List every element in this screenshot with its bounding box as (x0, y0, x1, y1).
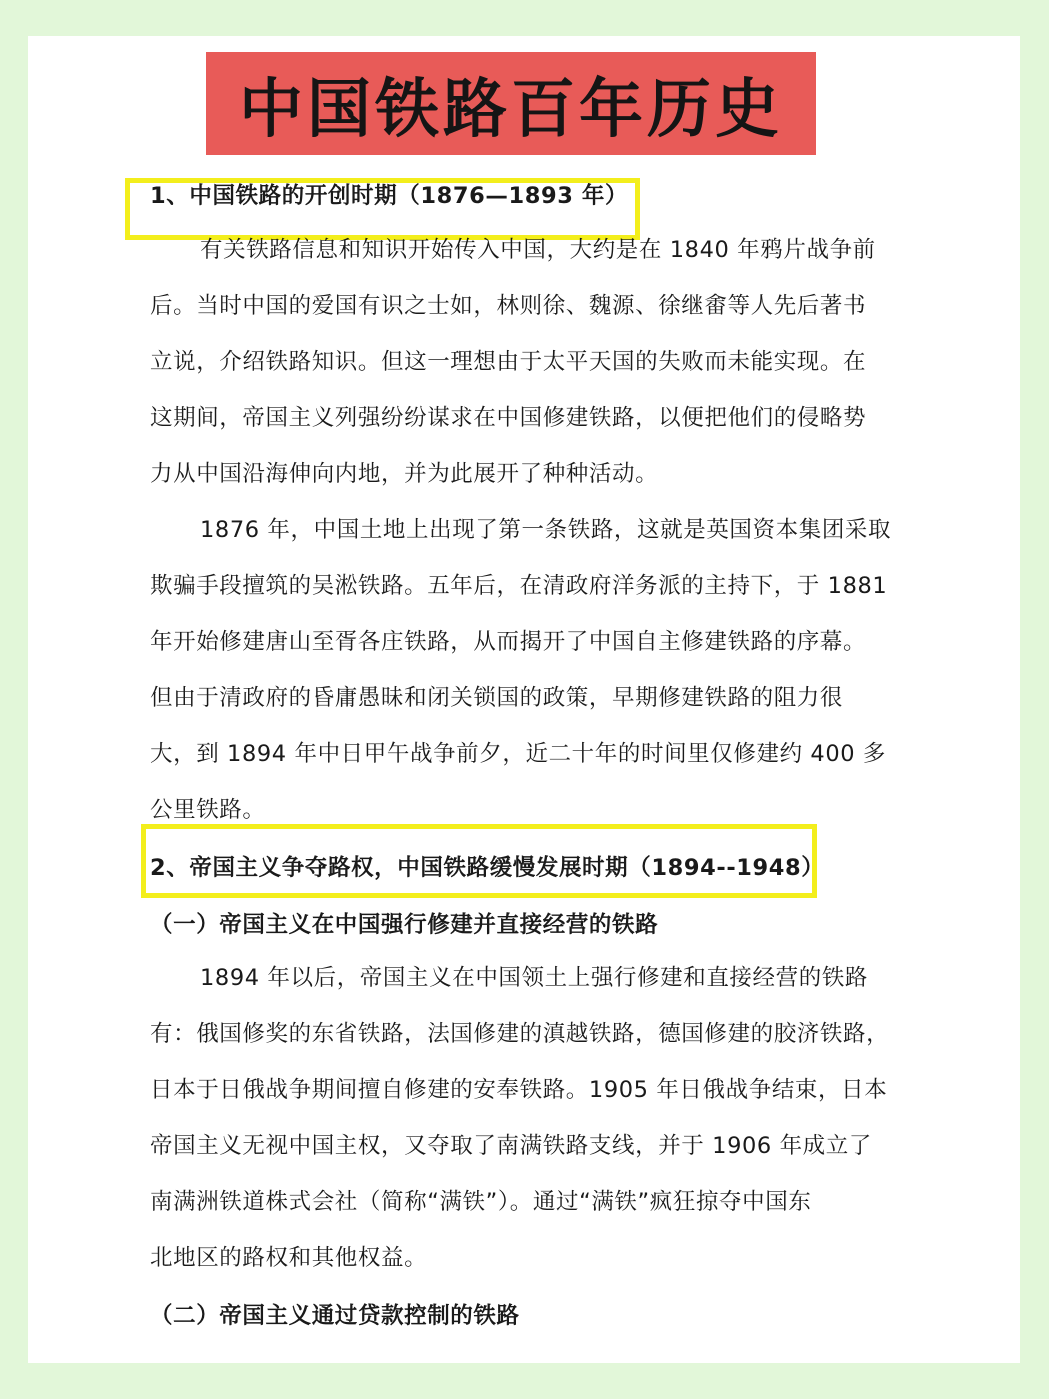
section2-heading: 2、帝国主义争夺路权，中国铁路缓慢发展时期（1894--1948） (150, 855, 825, 881)
section1-heading: 1、中国铁路的开创时期（1876—1893 年） (150, 183, 629, 209)
text-line: 大，到 1894 年中日甲午战争前夕，近二十年的时间里仅修建约 400 多 (150, 741, 887, 767)
text-line: 公里铁路。 (150, 797, 266, 823)
section1-paragraph1 (150, 222, 928, 502)
highlight-box-section2 (141, 824, 817, 898)
text-line: 但由于清政府的昏庸愚昧和闭关锁国的政策，早期修建铁路的阻力很 (150, 685, 844, 711)
text-line: 1894 年以后，帝国主义在中国领土上强行修建和直接经营的铁路 (200, 965, 869, 991)
text-line: 年开始修建唐山至胥各庄铁路，从而揭开了中国自主修建铁路的序幕。 (150, 629, 867, 655)
subsection1-paragraph (150, 950, 928, 1286)
text-line: 日本于日俄战争期间擅自修建的安奉铁路。1905 年日俄战争结束，日本 (150, 1077, 888, 1103)
text-line: 这期间，帝国主义列强纷纷谋求在中国修建铁路，以便把他们的侵略势 (150, 405, 867, 431)
text-line: 南满洲铁道株式会社（简称“满铁”）。通过“满铁”疯狂掠夺中国东 (150, 1189, 812, 1215)
text-line: 北地区的路权和其他权益。 (150, 1245, 428, 1271)
page-title: 中国铁路百年历史 (239, 72, 783, 147)
text-line: 帝国主义无视中国主权，又夺取了南满铁路支线，并于 1906 年成立了 (150, 1133, 872, 1159)
subsection1-heading: （一）帝国主义在中国强行修建并直接经营的铁路 (150, 912, 659, 938)
text-line: 有：俄国修奖的东省铁路，法国修建的滇越铁路，德国修建的胶济铁路， (150, 1021, 890, 1047)
text-line: 立说，介绍铁路知识。但这一理想由于太平天国的失败而未能实现。在 (150, 349, 867, 375)
subsection2-heading: （二）帝国主义通过贷款控制的铁路 (150, 1303, 520, 1329)
title-banner (206, 52, 816, 155)
text-line: 力从中国沿海伸向内地，并为此展开了种种活动。 (150, 461, 659, 487)
text-line: 后。当时中国的爱国有识之士如，林则徐、魏源、徐继畬等人先后著书 (150, 293, 867, 319)
text-line: 欺骗手段擅筑的吴淞铁路。五年后，在清政府洋务派的主持下，于 1881 (150, 573, 888, 599)
text-line: 1876 年，中国土地上出现了第一条铁路，这就是英国资本集团采取 (200, 517, 892, 543)
section1-paragraph2 (150, 502, 928, 838)
text-line: 有关铁路信息和知识开始传入中国，大约是在 1840 年鸦片战争前 (200, 237, 876, 263)
